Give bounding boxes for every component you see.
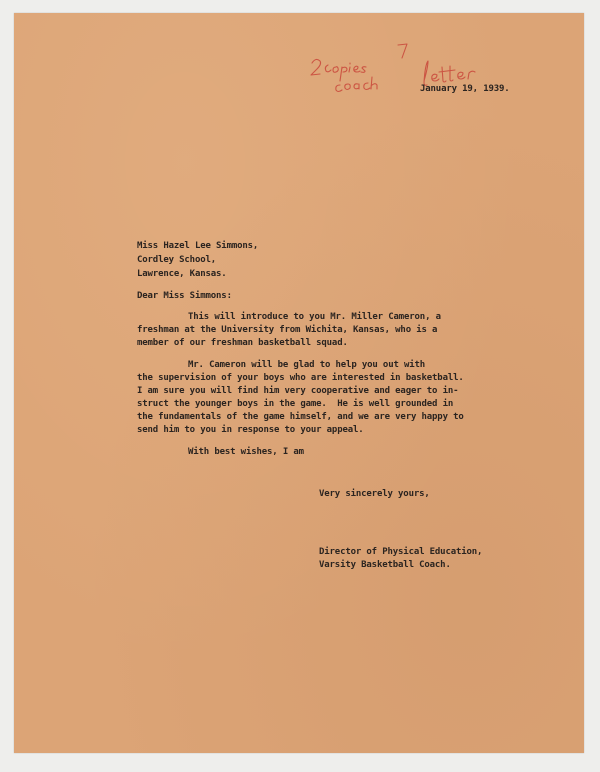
paragraph-2-line-4: struct the younger boys in the game. He is well grounded in bbox=[137, 399, 454, 409]
paragraph-1-line-1: This will introduce to you Mr. Miller Cameron, a bbox=[188, 312, 441, 322]
paragraph-2-line-6: send him to you in response to your appeal. bbox=[137, 425, 364, 435]
recipient-name: Miss Hazel Lee Simmons, bbox=[137, 241, 259, 251]
signature-title: Director of Physical Education, bbox=[319, 547, 483, 557]
paragraph-2-line-5: the fundamentals of the game himself, and we are very happy to bbox=[137, 412, 464, 422]
recipient-city: Lawrence, Kansas. bbox=[137, 269, 227, 279]
letter-page bbox=[14, 13, 584, 753]
letter-date: January 19, 1939. bbox=[420, 84, 510, 94]
paragraph-2-line-3: I am sure you will find him very cooperative and eager to in- bbox=[137, 386, 459, 396]
closing: Very sincerely yours, bbox=[319, 489, 430, 499]
paragraph-1-line-2: freshman at the University from Wichita, Kansas, who is a bbox=[137, 325, 438, 335]
paragraph-1-line-3: member of our freshman basketball squad. bbox=[137, 338, 348, 348]
recipient-school: Cordley School, bbox=[137, 255, 217, 265]
signature-role: Varsity Basketball Coach. bbox=[319, 560, 451, 570]
closing-wishes: With best wishes, I am bbox=[188, 447, 304, 457]
salutation: Dear Miss Simmons: bbox=[137, 291, 232, 301]
paragraph-2-line-2: the supervision of your boys who are interested in basketball. bbox=[137, 373, 464, 383]
paragraph-2-line-1: Mr. Cameron will be glad to help you out with bbox=[188, 360, 426, 370]
